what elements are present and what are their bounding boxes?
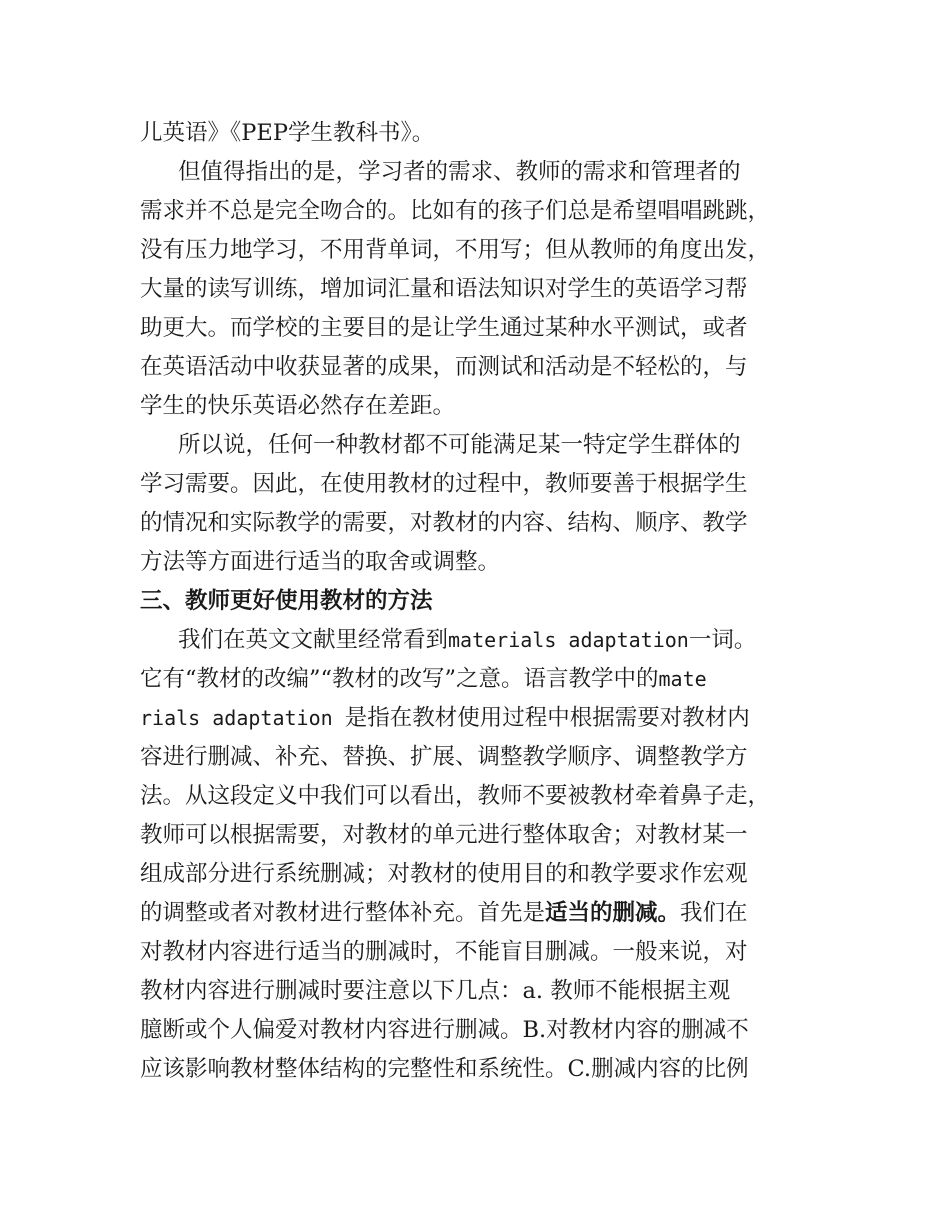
paragraph-2-line-1: 但值得指出的是，学习者的需求、教师的需求和管理者的 [178,159,741,185]
paragraph-4-line-1 [140,621,820,660]
paragraph-4-line-1-term: materials adaptation [448,628,689,652]
paragraph-2-line-7: 学生的快乐英语必然存在差距。 [140,393,456,419]
document-body [140,114,820,1089]
paragraph-4-line-2-text-a: 它有“教材的改编”“教材的改写”之意。语言教学中的 [140,666,659,692]
paragraph-4-line-2-term: mate [658,667,707,691]
paragraph-3-line-4: 方法等方面进行适当的取舍或调整。 [140,549,501,575]
paragraph-4-line-8-text-b: 我们在 [680,900,748,926]
paragraph-4-line-12: 应该影响教材整体结构的完整性和系统性。C.删减内容的比例 [140,1056,749,1082]
paragraph-3-line-3: 的情况和实际教学的需要，对教材的内容、结构、顺序、教学 [140,510,748,536]
paragraph-4-line-8-text-a: 的调整或者对教材进行整体补充。首先是 [140,900,546,926]
paragraph-4-line-8 [140,894,820,933]
paragraph-4-line-1-text-a: 我们在英文文献里经常看到 [178,627,449,653]
paragraph-4-line-6: 教师可以根据需要，对教材的单元进行整体取舍；对教材某一 [140,822,748,848]
paragraph-4-line-11: 臆断或个人偏爱对教材内容进行删减。B.对教材内容的删减不 [140,1017,749,1043]
paragraph-2-line-5: 助更大。而学校的主要目的是让学生通过某种水平测试，或者 [140,315,748,341]
paragraph-4-line-5: 法。从这段定义中我们可以看出，教师不要被教材牵着鼻子走， [140,783,771,809]
paragraph-2-line-4: 大量的读写训练，增加词汇量和语法知识对学生的英语学习帮 [140,276,748,302]
paragraph-4-line-9: 对教材内容进行适当的删减时，不能盲目删减。一般来说，对 [140,939,748,965]
paragraph-4-line-7: 组成部分进行系统删减；对教材的使用目的和教学要求作宏观 [140,861,748,887]
paragraph-2-line-3: 没有压力地学习，不用背单词，不用写；但从教师的角度出发， [140,237,771,263]
paragraph-3-line-2: 学习需要。因此，在使用教材的过程中，教师要善于根据学生 [140,471,748,497]
paragraph-4-line-8-bold-phrase: 适当的删减。 [545,900,681,926]
paragraph-4-line-4: 容进行删减、补充、替换、扩展、调整教学顺序、调整教学方 [140,744,748,770]
paragraph-4-line-10: 教材内容进行删减时要注意以下几点：a. 教师不能根据主观 [140,978,731,1004]
paragraph-4-line-2 [140,660,820,699]
paragraph-3-line-1: 所以说，任何一种教材都不可能满足某一特定学生群体的 [178,432,741,458]
paragraph-4-line-3 [140,699,820,738]
section-heading: 三、教师更好使用教材的方法 [140,588,433,614]
paragraph-2-line-6: 在英语活动中收获显著的成果，而测试和活动是不轻松的，与 [140,354,748,380]
paragraph-1-line-1: 儿英语》《PEP学生教科书》。 [140,120,435,146]
paragraph-2-line-2: 需求并不总是完全吻合的。比如有的孩子们总是希望唱唱跳跳， [140,198,771,224]
paragraph-4-line-3-term: rials adaptation [140,706,345,730]
paragraph-4-line-1-text-c: 一词。 [688,627,757,653]
paragraph-4-line-3-text-b: 是指在教材使用过程中根据需要对教材内 [344,705,750,731]
